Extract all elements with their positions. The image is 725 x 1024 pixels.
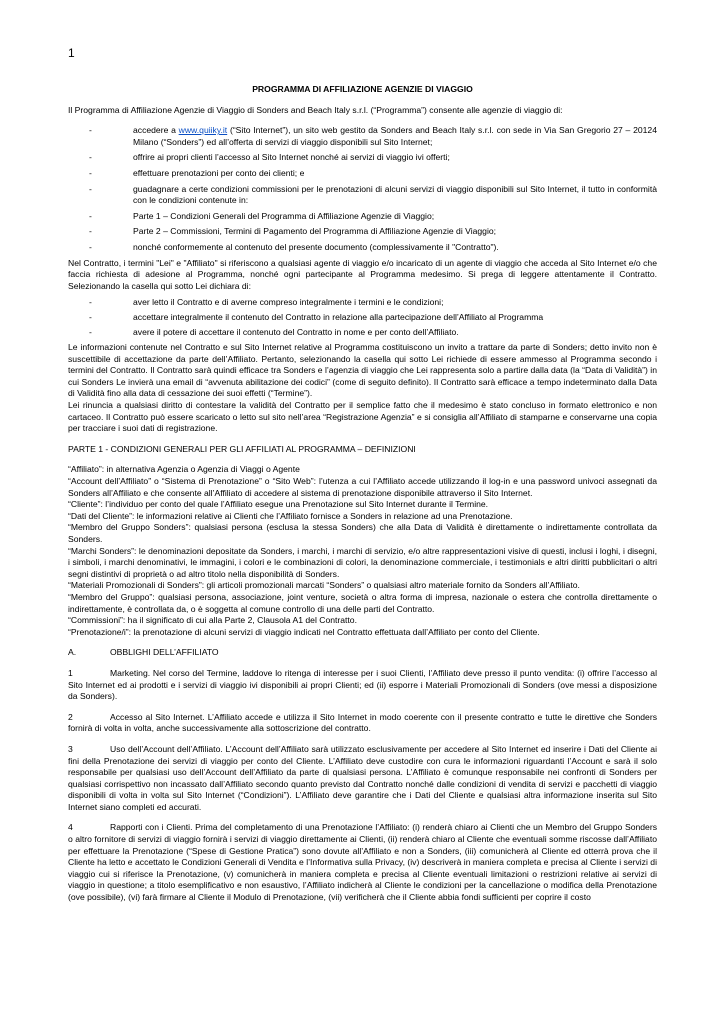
- list-item: - avere il potere di accettare il contenuto del Contratto in nome e per conto dell’Affiliato.: [89, 326, 459, 337]
- list-item: - accettare integralmente il contenuto del Contratto in relazione alla partecipazione dell’Affiliato al Programma: [89, 311, 544, 322]
- declarations-list: [68, 297, 657, 338]
- contract-paragraph: Nel Contratto, i termini "Lei" e "Affiliato" si riferiscono a qualsiasi agente di viaggio e/o incaricato di un agente di viaggio che acceda al Sito Internet e/o che faccia richiesta di adesione al Programma, nonché ogni partecipante al Programma medesimo. Si prega di leggere attentamente il Contratto. Selezionando la casella qui sotto Lei dichiara di:: [68, 257, 657, 291]
- document-title: PROGRAMMA DI AFFILIAZIONE AGENZIE DI VIAGGIO: [252, 84, 473, 94]
- website-link[interactable]: www.quiiky.it: [178, 125, 228, 136]
- clause-number: 4: [68, 822, 73, 833]
- definition-item: “Affiliato”: in alternativa Agenzia o Agenzia di Viaggi o Agente: [68, 464, 300, 475]
- waiver-paragraph: Lei rinuncia a qualsiasi diritto di contestare la validità del Contratto per il semplice fatto che il medesimo è stato concluso in formato elettronico e non cartaceo. Il Contratto può essere scaricato o letto sul sito nell’area “Registrazione Agenzia” e si consiglia all’Affiliato di stamparne e conservarne una copia per tracciare i suoi dati di registrazione.: [68, 400, 657, 434]
- bullet-dash: -: [89, 326, 92, 337]
- list-item: - nonché conformemente al contenuto del presente documento (complessivamente il "Contratto").: [89, 241, 499, 252]
- clause-paragraph: 3 Uso dell’Account dell’Affiliato. L’Account dell’Affiliato sarà utilizzato esclusivamente per accedere al Sito Internet ed inserire i Dati del Cliente ai fini della Prenotazione dei servizi di viaggio per conto del Cliente. L’Affiliato deve custodire con cura le informazioni riguardanti l’Account e sarà il solo responsabile per qualsiasi uso dell’Account dell’Affiliato da parte di qualsiasi persona. L’Affiliato è comunque responsabile nei confronti di Sonders per qualsiasi corrispettivo non incassato dall’Affiliato secondo quanto previsto dal Contratto nonché dalle condizioni di vendita di servizi e pacchetti di viaggio disponibili di volta in volta sul Sito Internet (“Condizioni”). L’Affiliato deve garantire che i Dati del Cliente e qualsiasi altra informazione inserita sul Sito Internet siano completi ed accurati.: [68, 743, 657, 812]
- bullet-dash: -: [89, 297, 92, 308]
- list-item: - offrire ai propri clienti l’accesso al Sito Internet nonché ai servizi di viaggio ivi offerti;: [89, 152, 450, 163]
- definition-item: “Account dell’Affiliato” o “Sistema di Prenotazione” o “Sito Web”: l’utenza a cui l’Affiliato accede utilizzando il log-in e una password univoci assegnati da Sonders all’Affiliato e che consente all’Affiliato di accedere al sistema di prenotazione disponibile attraverso il Sito Internet.: [68, 476, 657, 498]
- definition-item: “Dati del Cliente”: le informazioni relative ai Clienti che l’Affiliato fornisce a Sonders in relazione ad una Prenotazione.: [68, 510, 513, 521]
- bullet-dash: -: [89, 152, 92, 163]
- definition-item: “Cliente”: l’individuo per conto del quale l’Affiliato esegue una Prenotazione sul Sito Internet durante il Termine.: [68, 499, 489, 510]
- definitions-list: [68, 464, 657, 638]
- bullet-dash: -: [89, 210, 92, 221]
- list-item: - aver letto il Contratto e di averne compreso integralmente i termini e le condizioni;: [89, 297, 444, 308]
- bullet-dash: -: [89, 183, 92, 194]
- list-item: - Parte 2 – Commissioni, Termini di Pagamento del Programma di Affiliazione Agenzie di Viaggio;: [89, 226, 497, 237]
- bullet-dash: -: [89, 167, 92, 178]
- page-number: 1: [68, 46, 75, 60]
- definition-item: “Membro del Gruppo Sonders”: qualsiasi persona (esclusa la stessa Sonders) che alla Data di Validità è direttamente o indirettamente controllata da Sonders.: [68, 522, 657, 544]
- part1-heading: PARTE 1 - CONDIZIONI GENERALI PER GLI AFFILIATI AL PROGRAMMA – DEFINIZIONI: [68, 443, 416, 454]
- info-paragraph: Le informazioni contenute nel Contratto e sul Sito Internet relative al Programma costituiscono un invito a trattare da parte di Sonders; detto invito non è suscettibile di accettazione da parte dell’Affiliato. Pertanto, selezionando la casella qui sotto Lei richiede di essere ammesso al Programma secondo i termini del Contratto. Il Contratto sarà quindi efficace tra Sonders e l’agenzia di viaggio che Lei rappresenta solo a partire dalla data (la “Data di Validità”) in cui Sonders Le invierà una email di “avvenuta abilitazione dei codici” (come di seguito definito). Il Contratto sarà efficace a tempo indeterminato dalla Data di Validità fino alla data di cessazione dei suoi effetti (“Termine”).: [68, 342, 657, 399]
- section-a-heading: [68, 647, 657, 659]
- definition-item: “Marchi Sonders”: le denominazioni depositate da Sonders, i marchi, i marchi di servizio, e/o altre rappresentazioni visive di questi, inclusi i loghi, i disegni, i simboli, i marchi denominativi, le immagini, i colori e le combinazioni di colori, la denominazione commerciale, i testimonials e altri diritti pubblicitari o altri segni distintivi di proprietà o ad altro titolo nella disponibilità di Sonders.: [68, 545, 657, 579]
- bullet-dash: -: [89, 241, 92, 252]
- bullet-dash: -: [89, 311, 92, 322]
- bullet-dash: -: [89, 125, 92, 136]
- capabilities-list: [68, 125, 657, 253]
- clause-number: 2: [68, 711, 73, 722]
- clause-paragraph: 4 Rapporti con i Clienti. Prima del completamento di una Prenotazione l’Affiliato: (i) renderà chiaro ai Clienti che un Membro del Gruppo Sonders o altro fornitore di servizi di viaggio fornirà i servizi di viaggio direttamente ai Clienti, (ii) renderà chiaro al Cliente che eventuali somme riscosse dall’Affiliato per effettuare la Prenotazione (“Spese di Gestione Pratica”) sono dovute all’Affiliato e non a Sonders, (iii) comunicherà al Cliente ed otterrà prova che il Cliente ha letto e accettato le Condizioni Generali di Vendita e l’Informativa sulla Privacy, (iv) descriverà in maniera completa e precisa al Cliente i servizi di viaggio cui si riferisce la Prenotazione, (v) comunicherà in maniera completa e precisa al Cliente eventuali limitazioni o restrizioni relative ai servizi di viaggio in questione; a titolo esemplificativo e non esaustivo, l’Affiliato indicherà al Cliente le condizioni per la cancellazione o modifica della Prenotazione (ove possibile), (vi) farà firmare al Cliente il Modulo di Prenotazione, (vii) verificherà che il Cliente abbia fondi sufficienti per coprire il costo: [68, 822, 657, 903]
- list-item: - guadagnare a certe condizioni commissioni per le prenotazioni di alcuni servizi di viaggio disponibili sul Sito Internet, il tutto in conformità con le condizioni contenute in:: [89, 183, 657, 206]
- definition-item: “Prenotazione/i”: la prenotazione di alcuni servizi di viaggio indicati nel Contratto effettuata dall’Affiliato per conto del Cliente.: [68, 626, 540, 637]
- clause-paragraph: 2 Accesso al Sito Internet. L’Affiliato accede e utilizza il Sito Internet in modo coerente con il presente contratto e tutte le direttive che Sonders fornirà di volta in volta, anche successivamente alla sottoscrizione del contratto.: [68, 711, 657, 734]
- section-letter: A.: [68, 647, 77, 658]
- clause-number: 3: [68, 743, 73, 754]
- clause-number: 1: [68, 667, 73, 678]
- definition-item: “Materiali Promozionali di Sonders”: gli articoli promozionali marcati “Sonders” o qualsiasi altro materiale fornito da Sonders all’Affiliato.: [68, 580, 580, 591]
- intro-paragraph: Il Programma di Affiliazione Agenzie di Viaggio di Sonders and Beach Italy s.r.l. (“Programma”) consente alle agenzie di viaggio di:: [68, 104, 563, 115]
- list-item: - Parte 1 – Condizioni Generali del Programma di Affiliazione Agenzie di Viaggio;: [89, 210, 435, 221]
- definition-item: “Membro del Gruppo”: qualsiasi persona, associazione, joint venture, società o altra forma di impresa, nazionale o estera che controlla direttamente o indirettamente, è controllata da, o è soggetta al comune controllo di una delle parti del Contratto.: [68, 591, 657, 614]
- section-title: OBBLIGHI DELL’AFFILIATO: [110, 647, 219, 658]
- bullet-dash: -: [89, 226, 92, 237]
- definition-item: “Commissioni”: ha il significato di cui alla Parte 2, Clausola A1 del Contratto.: [68, 615, 357, 626]
- list-item: - effettuare prenotazioni per conto dei clienti; e: [89, 167, 305, 178]
- document-body: [68, 84, 657, 904]
- list-item: - accedere a www.quiiky.it (“Sito Internet”), un sito web gestito da Sonders and Beach Italy s.r.l. con sede in Via San Gregorio 27 – 20124 Milano (“Sonders”) ed all’offerta di servizi di viaggio disponibili sul Sito Internet;: [89, 125, 657, 147]
- clause-paragraph: 1 Marketing. Nel corso del Termine, laddove lo ritenga di interesse per i suoi Clienti, l’Affiliato deve presso il punto vendita: (i) offrire l’accesso al Sito Internet ed ai prodotti e i servizi di viaggio ivi disponibili ai propri Clienti; ed (ii) esporre i Materiali Promozionali di Sonders (ove messi a disposizione da Sonders).: [68, 667, 657, 702]
